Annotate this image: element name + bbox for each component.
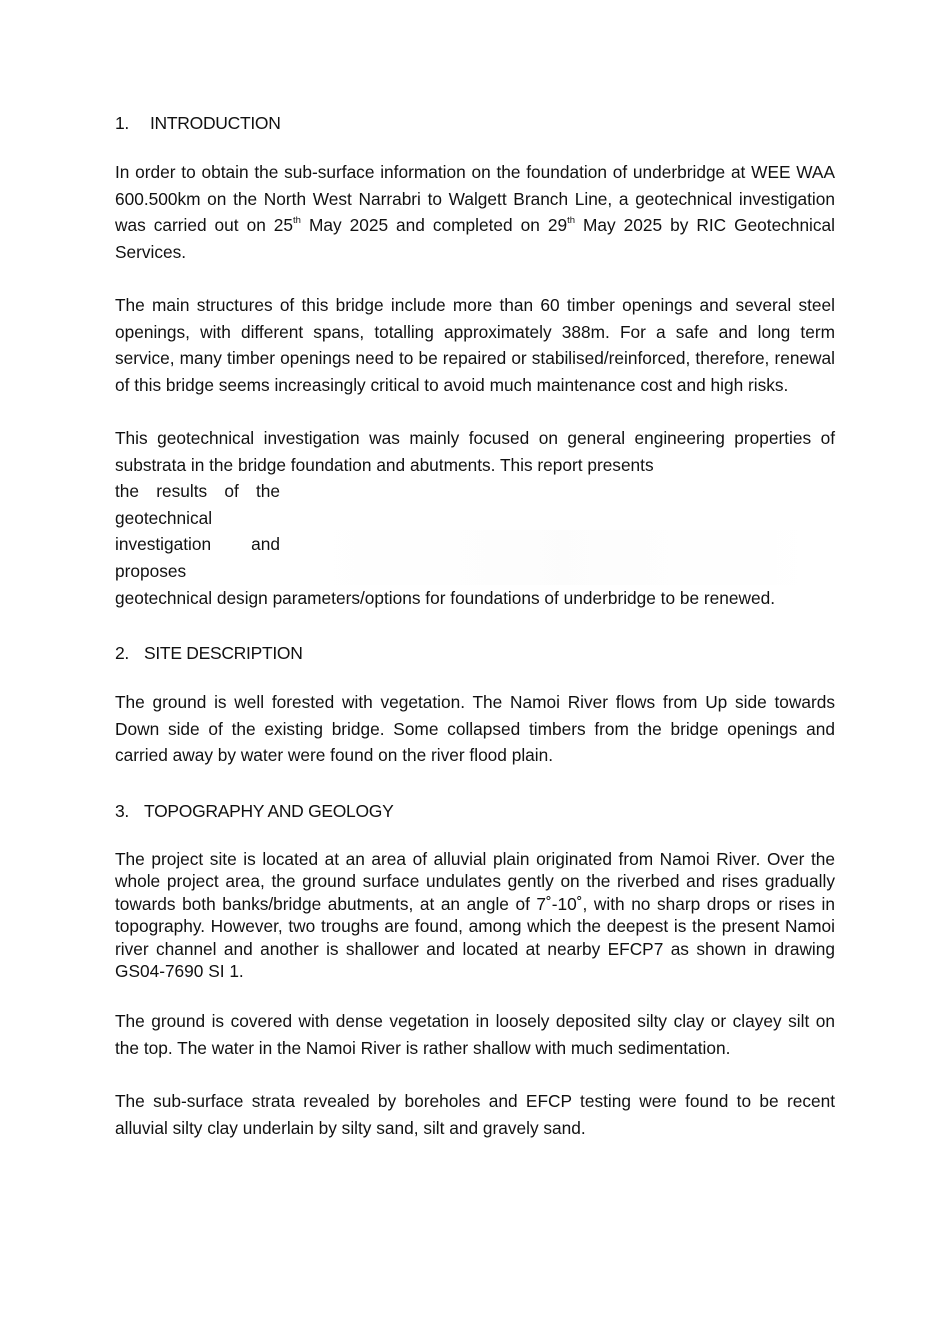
section-number: 2.	[115, 643, 129, 664]
section-number: 1.	[115, 113, 129, 133]
topo-paragraph-2: The ground is covered with dense vegetation in loosely deposited silty clay or clayey silt on the top. The water in the Namoi River is rather shallow with much sedimentation.	[115, 1011, 835, 1058]
section-heading-topography-geology	[115, 796, 835, 826]
topo-paragraph-1: The project site is located at an area of alluvial plain originated from Namoi River. Over the whole project area, the ground surface undulates gently on the riverbed and rises gradually towards both banks/bridge abutments, at an angle of 7˚-10˚, with no sharp drops or rises in topography. However, two troughs are found, among which the deepest is the present Namoi river channel and another is shallower and located at nearby EFCP7 as shown in drawing GS04-7690 SI 1.	[115, 848, 835, 981]
section-number: 3.	[115, 800, 129, 821]
intro-paragraph-1: In order to obtain the sub-surface information on the foundation of underbridge at WEE WAA 600.500km on the North West Narrabri to Walgett Branch Line, a geotechnical investigation was carried out on 25th May 2025 and completed on 29th May 2025 by RIC Geotechnical Services.	[115, 162, 835, 262]
intro-paragraph-3-rest: geotechnical design parameters/options for foundations of underbridge to be renewed.	[115, 587, 776, 608]
intro-paragraph-3	[115, 425, 835, 611]
intro-paragraph-2: The main structures of this bridge include more than 60 timber openings and several steel openings, with different spans, totalling approximately 388m. For a safe and long term service, many timber openings need to be repaired or stabilised/reinforced, therefore, renewal of this bridge seems increasingly critical to avoid much maintenance cost and high risks.	[115, 294, 835, 395]
document-page	[115, 108, 835, 1141]
intro-paragraph-3-narrow-column: the results of the geotechnical investigation and proposes	[115, 481, 280, 581]
section-title: TOPOGRAPHY AND GEOLOGY	[144, 800, 394, 821]
section-heading-introduction	[115, 108, 835, 138]
site-paragraph-1: The ground is well forested with vegetation. The Namoi River flows from Up side towards Down side of the existing bridge. Some collapsed timbers from the bridge openings and carried away by water were found on the river flood plain.	[115, 692, 835, 766]
section-title: SITE DESCRIPTION	[144, 643, 303, 664]
topo-paragraph-3: The sub-surface strata revealed by boreholes and EFCP testing were found to be recent alluvial silty clay underlain by silty sand, silt and gravely sand.	[115, 1091, 835, 1138]
section-heading-site-description	[115, 638, 835, 668]
intro-paragraph-3-lead: This geotechnical investigation was mainly focused on general engineering properties of substrata in the bridge foundation and abutments. This report presents	[115, 427, 835, 475]
section-title: INTRODUCTION	[150, 113, 281, 133]
